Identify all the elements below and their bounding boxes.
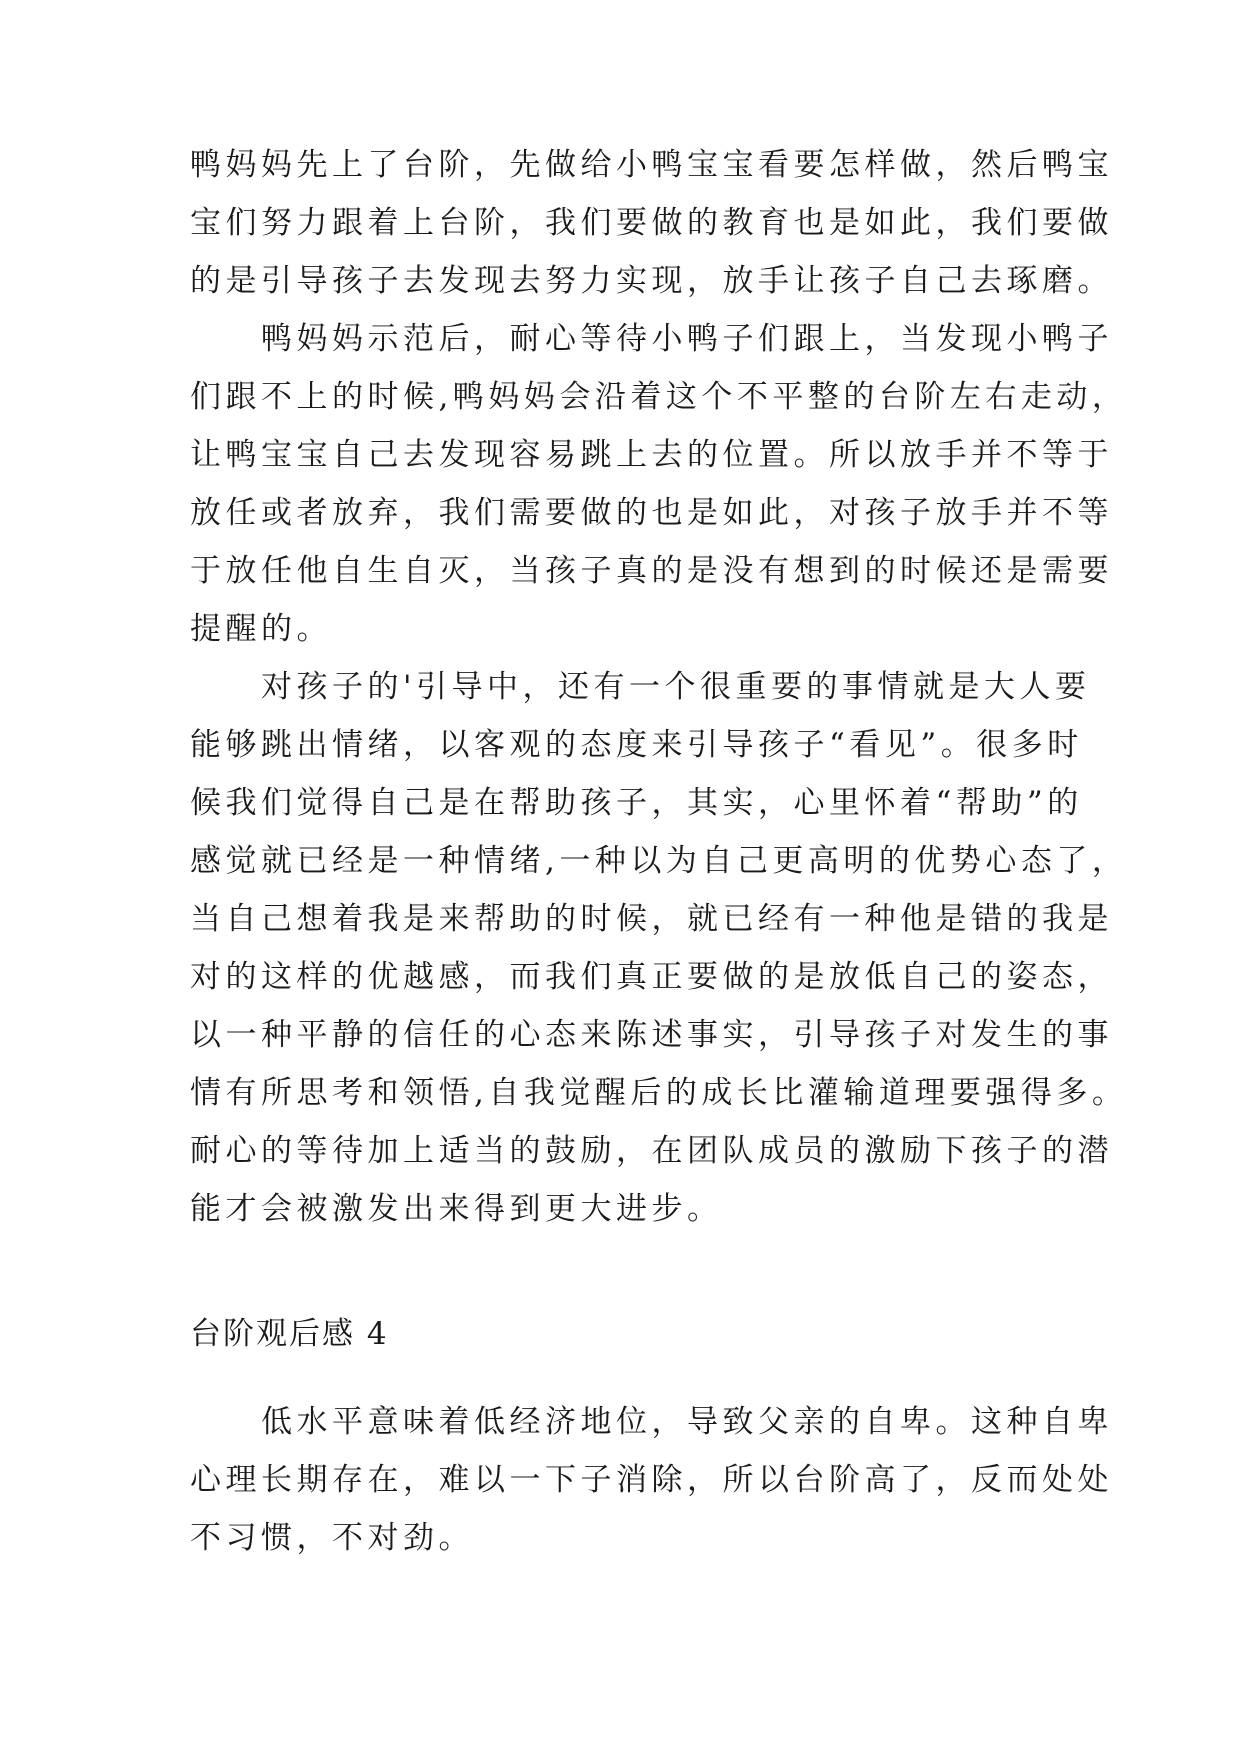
- text-line: 鸭妈妈示范后，耐心等待小鸭子们跟上，当发现小鸭子: [190, 321, 1113, 357]
- text-line: 心理长期存在，难以一下子消除，所以台阶高了，反而处处: [190, 1462, 1113, 1498]
- text-line: 鸭妈妈先上了台阶，先做给小鸭宝宝看要怎样做，然后鸭宝: [190, 147, 1113, 183]
- text-line: 低水平意味着低经济地位，导致父亲的自卑。这种自卑: [190, 1404, 1113, 1440]
- article-body: [190, 136, 1128, 1238]
- text-line: 耐心的等待加上适当的鼓励，在团队成员的激励下孩子的潜: [190, 1133, 1113, 1169]
- text-line: 的是引导孩子去发现去努力实现，放手让孩子自己去琢磨。: [190, 263, 1113, 299]
- section-body: [190, 1393, 1113, 1567]
- text-line: 让鸭宝宝自己去发现容易跳上去的位置。所以放手并不等于: [190, 437, 1113, 473]
- text-line: 于放任他自生自灭，当孩子真的是没有想到的时候还是需要: [190, 553, 1113, 589]
- text-line: 当自己想着我是来帮助的时候，就已经有一种他是错的我是: [190, 901, 1113, 937]
- text-line: 不习惯，不对劲。: [190, 1520, 474, 1556]
- text-line: 情有所思考和领悟,自我觉醒后的成长比灌输道理要强得多。: [190, 1075, 1128, 1111]
- text-line: 们跟不上的时候,鸭妈妈会沿着这个不平整的台阶左右走动，: [190, 379, 1128, 415]
- text-line: 能才会被激发出来得到更大进步。: [190, 1191, 723, 1227]
- text-line: 对孩子的'引导中，还有一个很重要的事情就是大人要: [190, 669, 1091, 705]
- text-line: 能够跳出情绪，以客观的态度来引导孩子“看见”。很多时: [190, 727, 1083, 763]
- text-line: 对的这样的优越感，而我们真正要做的是放低自己的姿态，: [190, 959, 1113, 995]
- text-line: 候我们觉得自己是在帮助孩子，其实，心里怀着“帮助”的: [190, 785, 1083, 821]
- section-heading: 台阶观后感 4: [190, 1316, 389, 1352]
- text-line: 以一种平静的信任的心态来陈述事实，引导孩子对发生的事: [190, 1017, 1113, 1053]
- text-line: 提醒的。: [190, 611, 332, 647]
- text-line: 感觉就已经是一种情绪,一种以为自己更高明的优势心态了，: [190, 843, 1128, 879]
- text-line: 放任或者放弃，我们需要做的也是如此，对孩子放手并不等: [190, 495, 1113, 531]
- text-line: 宝们努力跟着上台阶，我们要做的教育也是如此，我们要做: [190, 205, 1113, 241]
